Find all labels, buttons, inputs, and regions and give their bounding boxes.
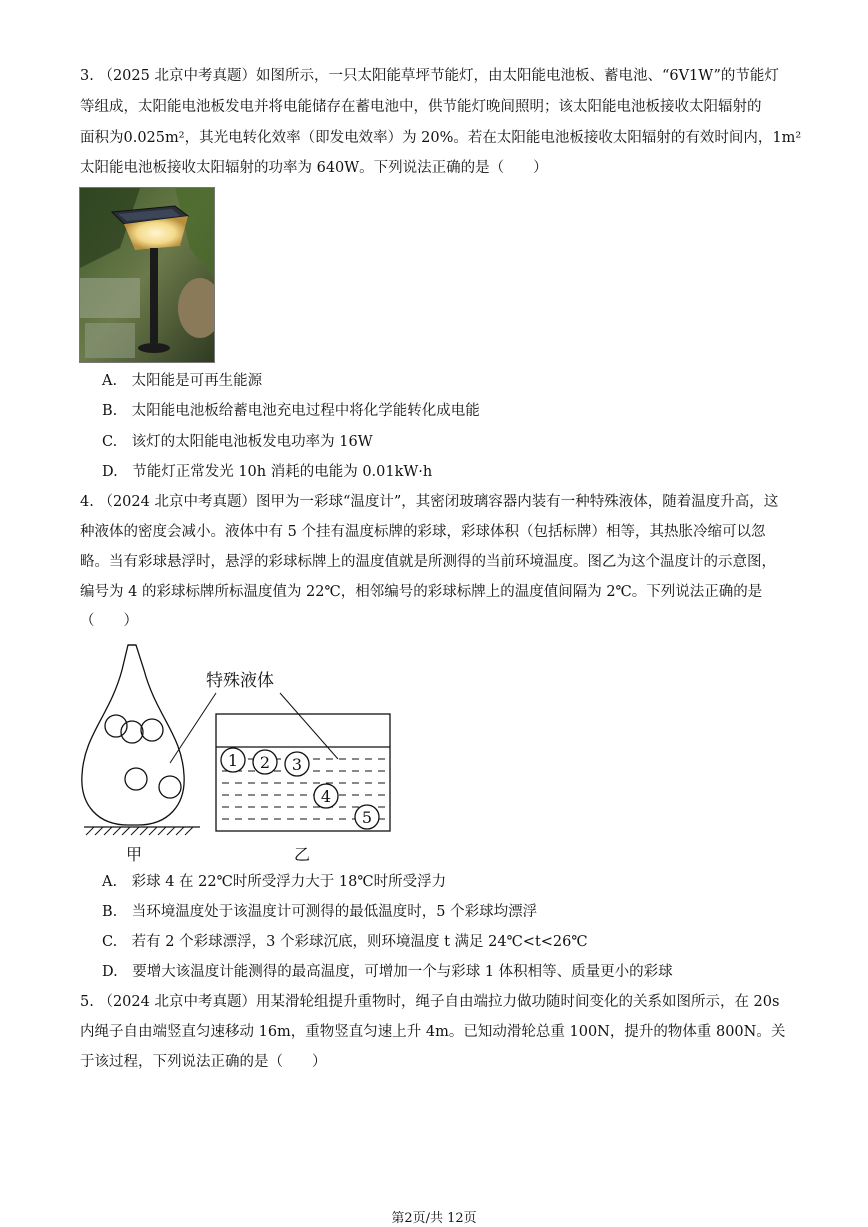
solar-lamp-photo xyxy=(79,187,215,363)
ball-3-label: 3 xyxy=(291,755,303,774)
page-footer: 第2页/共 12页 xyxy=(391,1211,477,1226)
q4-line-2: 种液体的密度会减小。液体中有 5 个挂有温度标牌的彩球，彩球体积（包括标牌）相等，其热胀冷缩可以忽 xyxy=(80,524,766,540)
q5-line-3: 于该过程，下列说法正确的是（ ） xyxy=(80,1054,327,1070)
q3-option-d[interactable]: D. 节能灯正常发光 10h 消耗的电能为 0.01kW·h xyxy=(102,464,433,480)
ball-2-label: 2 xyxy=(259,753,271,772)
q5-line-2: 内绳子自由端竖直匀速移动 16m，重物竖直匀速上升 4m。已知动滑轮总重 100N，提升的物体重 800N。关 xyxy=(80,1024,786,1040)
q4-line-1: 4. （2024 北京中考真题）图甲为一彩球“温度计”，其密闭玻璃容器内装有一种特殊液体，随着温度升高，这 xyxy=(80,494,779,510)
q3-option-c[interactable]: C. 该灯的太阳能电池板发电功率为 16W xyxy=(102,434,373,450)
q4-line-3: 略。当有彩球悬浮时，悬浮的彩球标牌上的温度值就是所测得的当前环境温度。图乙为这个温度计的示意图， xyxy=(80,554,776,570)
label-yi: 乙 xyxy=(293,845,311,864)
flask-jia xyxy=(82,645,184,825)
thermometer-figure xyxy=(76,635,406,871)
q3-option-b[interactable]: B. 太阳能电池板给蓄电池充电过程中将化学能转化成电能 xyxy=(102,403,480,419)
q4-option-d[interactable]: D. 要增大该温度计能测得的最高温度，可增加一个与彩球 1 体积相等、质量更小的彩球 xyxy=(102,964,673,980)
q4-option-b[interactable]: B. 当环境温度处于该温度计可测得的最低温度时，5 个彩球均漂浮 xyxy=(102,904,538,920)
q4-option-c[interactable]: C. 若有 2 个彩球漂浮，3 个彩球沉底，则环境温度 t 满足 24℃<t<26℃ xyxy=(102,934,588,950)
q4-option-a[interactable]: A. 彩球 4 在 22℃时所受浮力大于 18℃时所受浮力 xyxy=(102,874,447,890)
q4-line-5: （ ） xyxy=(80,613,138,629)
q3-line-1: 3. （2025 北京中考真题）如图所示，一只太阳能草坪节能灯，由太阳能电池板、蓄电池、“6V1W”的节能灯 xyxy=(80,68,779,84)
q4-line-4: 编号为 4 的彩球标牌所标温度值为 22℃，相邻编号的彩球标牌上的温度值间隔为 2℃。下列说法正确的是 xyxy=(80,584,763,600)
ball-1-label: 1 xyxy=(227,751,239,770)
ball-4-label: 4 xyxy=(320,787,332,806)
q3-line-3: 面积为0.025m²，其光电转化效率（即发电效率）为 20%。若在太阳能电池板接收太阳辐射的有效时间内，1m² xyxy=(80,130,802,146)
q5-line-1: 5. （2024 北京中考真题）用某滑轮组提升重物时，绳子自由端拉力做功随时间变化的关系如图所示，在 20s xyxy=(80,994,780,1010)
tank-yi xyxy=(216,714,390,831)
liquid-label: 特殊液体 xyxy=(206,671,274,691)
ball-5-label: 5 xyxy=(361,808,373,827)
q3-line-2: 等组成，太阳能电池板发电并将电能储存在蓄电池中，供节能灯晚间照明；该太阳能电池板接收太阳辐射的 xyxy=(80,99,762,115)
label-jia: 甲 xyxy=(125,845,143,864)
q3-line-4: 太阳能电池板接收太阳辐射的功率为 640W。下列说法正确的是（ ） xyxy=(80,160,548,176)
q3-option-a[interactable]: A. 太阳能是可再生能源 xyxy=(102,373,263,389)
